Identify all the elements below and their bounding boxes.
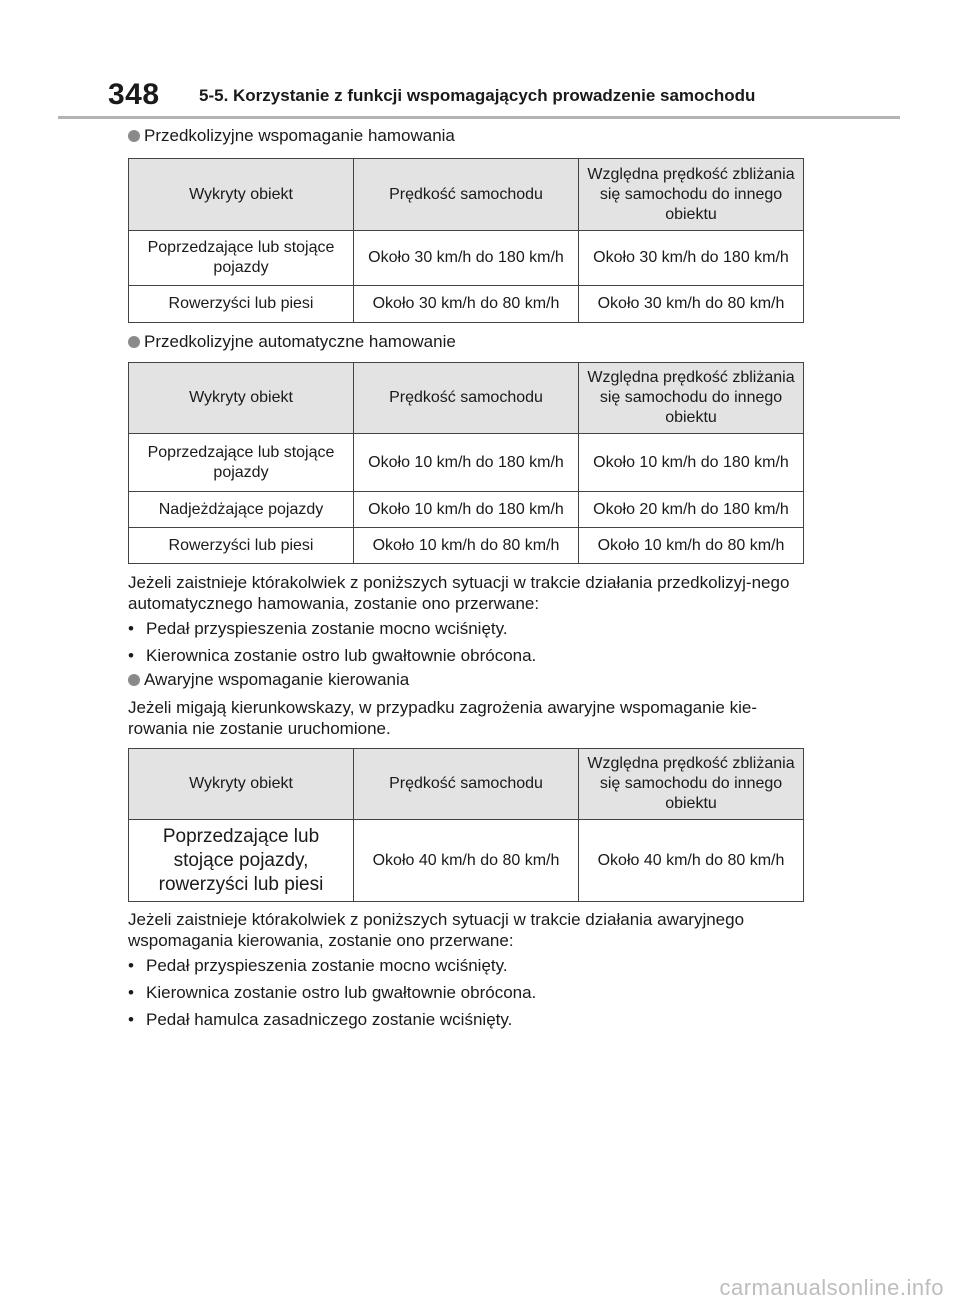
- header-cell: Prędkość samochodu: [354, 749, 579, 820]
- table-cell: Rowerzyści lub piesi: [129, 286, 354, 323]
- header-cell: Względna prędkość zbliżania się samochodu do innego obiektu: [579, 749, 804, 820]
- header-cell: Wykryty obiekt: [129, 363, 354, 434]
- table-cell: Około 10 km/h do 180 km/h: [354, 492, 579, 528]
- table-row: [129, 820, 804, 902]
- list-item: • Pedał przyspieszenia zostanie mocno wciśnięty.: [128, 956, 508, 975]
- table-cell: Rowerzyści lub piesi: [129, 528, 354, 564]
- table-cell: Poprzedzające lub stojące pojazdy, rowerzyści lub piesi: [129, 820, 354, 902]
- header-cell: Wykryty obiekt: [129, 749, 354, 820]
- page-number: 348: [108, 78, 160, 111]
- table-header-row: [129, 159, 804, 231]
- paragraph-steering-assist: Jeżeli migają kierunkowskazy, w przypadku zagrożenia awaryjne wspomaganie kie-rowania nie zostanie uruchomione.: [128, 698, 757, 738]
- list-item: • Pedał przyspieszenia zostanie mocno wciśnięty.: [128, 619, 508, 638]
- section-heading-auto-brake: Przedkolizyjne automatyczne hamowanie: [128, 332, 456, 352]
- table-cell: Około 10 km/h do 180 km/h: [579, 434, 804, 492]
- header-cell: Wykryty obiekt: [129, 159, 354, 231]
- table-cell: Nadjeżdżające pojazdy: [129, 492, 354, 528]
- page-header: [58, 78, 900, 119]
- list-item: • Kierownica zostanie ostro lub gwałtownie obrócona.: [128, 646, 537, 665]
- section-heading-brake-assist: Przedkolizyjne wspomaganie hamowania: [128, 126, 455, 146]
- table-cell: Około 30 km/h do 80 km/h: [354, 286, 579, 323]
- table-cell: Poprzedzające lub stojące pojazdy: [129, 434, 354, 492]
- table-cell: Około 30 km/h do 80 km/h: [579, 286, 804, 323]
- table-row: [129, 231, 804, 286]
- header-cell: Względna prędkość zbliżania się samochodu do innego obiektu: [579, 159, 804, 231]
- table-cell: Około 10 km/h do 80 km/h: [579, 528, 804, 564]
- table-cell: Około 30 km/h do 180 km/h: [579, 231, 804, 286]
- paragraph-auto-brake-cancel: Jeżeli zaistnieje którakolwiek z poniższych sytuacji w trakcie działania przedkolizyj-nego automatycznego hamowania, zostanie ono przerwane:: [128, 573, 790, 613]
- table-cell: Około 40 km/h do 80 km/h: [579, 820, 804, 902]
- header-cell: Prędkość samochodu: [354, 363, 579, 434]
- table-cell: Około 10 km/h do 80 km/h: [354, 528, 579, 564]
- table-cell: Około 30 km/h do 180 km/h: [354, 231, 579, 286]
- table-cell: Około 20 km/h do 180 km/h: [579, 492, 804, 528]
- table-brake-assist: [128, 158, 804, 323]
- table-auto-brake: [128, 362, 804, 564]
- table-cell: Poprzedzające lub stojące pojazdy: [129, 231, 354, 286]
- watermark: carmanualsonline.info: [719, 1275, 944, 1300]
- table-steering-assist: [128, 748, 804, 902]
- list-item: • Kierownica zostanie ostro lub gwałtownie obrócona.: [128, 983, 537, 1002]
- table-header-row: [129, 363, 804, 434]
- bullet-dot-icon: [128, 130, 140, 142]
- table-row: [129, 286, 804, 323]
- table-header-row: [129, 749, 804, 820]
- header-cell: Względna prędkość zbliżania się samochodu do innego obiektu: [579, 363, 804, 434]
- section-heading-steering-assist: Awaryjne wspomaganie kierowania: [128, 670, 409, 690]
- bullet-dot-icon: [128, 336, 140, 348]
- bullet-dot-icon: [128, 674, 140, 686]
- header-cell: Prędkość samochodu: [354, 159, 579, 231]
- table-row: [129, 528, 804, 564]
- list-item: • Pedał hamulca zasadniczego zostanie wciśnięty.: [128, 1010, 513, 1029]
- table-row: [129, 434, 804, 492]
- table-row: [129, 492, 804, 528]
- table-cell: Około 10 km/h do 180 km/h: [354, 434, 579, 492]
- table-cell: Około 40 km/h do 80 km/h: [354, 820, 579, 902]
- section-title: 5-5. Korzystanie z funkcji wspomagających prowadzenie samochodu: [199, 86, 756, 105]
- paragraph-steering-cancel: Jeżeli zaistnieje którakolwiek z poniższych sytuacji w trakcie działania awaryjnego wspomagania kierowania, zostanie ono przerwane:: [128, 910, 745, 950]
